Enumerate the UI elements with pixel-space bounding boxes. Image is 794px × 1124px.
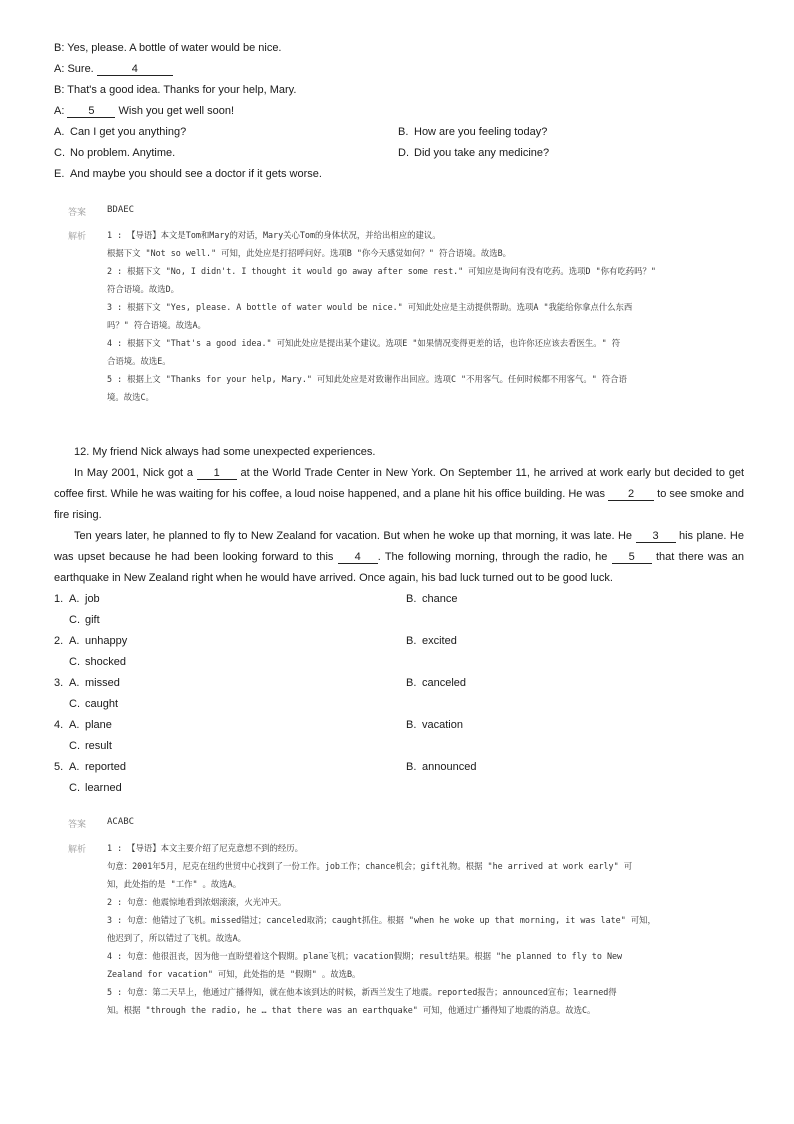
passage-text: at the World Trade Center in New York. On September 11, he arrived at work early but decided to get coffee first. While he was waiting for his coffee, a loud noise happened, and a plane hit his office building. He was [54, 467, 744, 500]
analysis-line: 符合语境。故选D。 [107, 284, 180, 294]
option-row[interactable] [54, 593, 100, 605]
option-row[interactable] [69, 614, 100, 626]
analysis-line: 2 : 句意：他震惊地看到浓烟滚滚，火光冲天。 [107, 897, 287, 907]
option-text: canceled [422, 677, 467, 689]
option-b[interactable] [398, 126, 547, 138]
item-number: 3. [54, 677, 64, 689]
option-text: Did you take any medicine? [414, 147, 550, 159]
option-letter: A. [69, 635, 80, 647]
option-letter: B. [406, 761, 417, 773]
option-row[interactable] [54, 635, 127, 647]
option-row[interactable] [54, 761, 126, 773]
analysis-line: 5 : 句意：第二天早上，他通过广播得知，就在他本该到达的时候，新西兰发生了地震。reported报告；announced宣布；learned得 [107, 987, 617, 997]
answer-value: BDAEC [107, 205, 135, 215]
option-row[interactable] [69, 698, 118, 710]
option-letter: A. [69, 593, 80, 605]
item-number: 1. [54, 593, 64, 605]
analysis-line: 4 : 根据下文 "That's a good idea." 可知此处应是提出某个建议。选项E "如果情况变得更差的话，也许你还应该去看医生。" 符 [107, 338, 621, 348]
passage-text: that there was an earthquake in New Zealand right when he would have arrived. Once again, his bad luck turned out to be good luck. [54, 551, 744, 584]
answer-blank[interactable]: 2 [608, 488, 654, 501]
dialogue-line: B: Yes, please. A bottle of water would be nice. [54, 42, 282, 54]
option-text: announced [422, 761, 477, 773]
option-letter: C. [69, 656, 80, 668]
option-row[interactable] [406, 761, 476, 773]
option-row[interactable] [406, 677, 466, 689]
analysis-line: 句意：2001年5月，尼克在纽约世贸中心找到了一份工作。job工作；chance机会；gift礼物。根据 "he arrived at work early" 可 [107, 861, 633, 871]
analysis-line: 1 : 【导语】本文主要介绍了尼克意想不到的经历。 [107, 843, 304, 853]
item-number: 4. [54, 719, 64, 731]
analysis-line: 1 : 【导语】本文是Tom和Mary的对话，Mary关心Tom的身体状况，并给出相应的建议。 [107, 230, 441, 240]
option-letter: A. [69, 719, 80, 731]
dialogue-line: B: That's a good idea. Thanks for your help, Mary. [54, 84, 297, 96]
dialogue-text: A: Sure. [54, 63, 97, 75]
analysis-line: 合语境。故选E。 [107, 356, 171, 366]
answer-blank[interactable]: 5 [67, 105, 115, 118]
option-row[interactable] [69, 656, 126, 668]
passage-text: his plane. He was upset because he had been looking forward to this [54, 530, 744, 563]
analysis-line: 4 : 句意：他很沮丧，因为他一直盼望着这个假期。plane飞机；vacation假期；result结果。根据 "he planned to fly to New [107, 951, 623, 961]
dialogue-line [54, 105, 234, 118]
option-c[interactable] [54, 147, 175, 159]
analysis-block [107, 839, 721, 1019]
option-text: result [85, 740, 112, 752]
item-number: 2. [54, 635, 64, 647]
answer-label: 答案 [68, 208, 87, 218]
answer-blank[interactable]: 5 [612, 551, 652, 564]
item-number: 5. [54, 761, 64, 773]
option-text: How are you feeling today? [414, 126, 548, 138]
option-text: job [85, 593, 100, 605]
option-text: plane [85, 719, 112, 731]
analysis-line: 他迟到了，所以错过了飞机。故选A。 [107, 933, 247, 943]
analysis-line: 3 : 句意：他错过了飞机。missed错过；canceled取消；caught抓住。根据 "when he woke up that morning, it was late" 可知， [107, 915, 656, 925]
analysis-line: 吗？" 符合语境。故选A。 [107, 320, 206, 330]
analysis-line: 5 : 根据上文 "Thanks for your help, Mary." 可知此处应是对致谢作出回应。选项C "不用客气。任何时候都不用客气。" 符合语 [107, 374, 627, 384]
option-letter: B. [406, 593, 417, 605]
answer-blank[interactable]: 3 [636, 530, 676, 543]
option-text: unhappy [85, 635, 128, 647]
answer-blank[interactable]: 4 [97, 63, 173, 76]
option-letter: C. [69, 740, 80, 752]
option-letter: A. [69, 761, 80, 773]
passage-text: In May 2001, Nick got a [74, 467, 197, 479]
dialogue-text: Wish you get well soon! [115, 105, 235, 117]
analysis-line: 知，此处指的是 "工作" 。故选A。 [107, 879, 242, 889]
dialogue-text: A: [54, 105, 68, 117]
option-row[interactable] [54, 677, 120, 689]
option-text: excited [422, 635, 457, 647]
option-text: vacation [422, 719, 463, 731]
answer-label: 答案 [68, 820, 87, 830]
analysis-line: Zealand for vacation" 可知，此处指的是 "假期" 。故选B。 [107, 969, 361, 979]
option-text: Can I get you anything? [70, 126, 187, 138]
answer-blank[interactable]: 1 [197, 467, 237, 480]
analysis-block [107, 226, 721, 406]
option-letter: B. [406, 719, 417, 731]
dialogue-line [54, 63, 173, 76]
question-title: 12. My friend Nick always had some unexpected experiences. [74, 446, 376, 458]
answer-blank[interactable]: 4 [338, 551, 378, 564]
analysis-label: 解析 [68, 845, 87, 855]
analysis-line: 知。根据 "through the radio, he … that there was an earthquake" 可知，他通过广播得知了地震的消息。故选C。 [107, 1005, 596, 1015]
option-letter: E. [54, 168, 65, 180]
option-letter: D. [398, 147, 409, 159]
passage-text: . The following morning, through the radio, he [377, 551, 612, 563]
option-row[interactable] [406, 635, 457, 647]
option-text: And maybe you should see a doctor if it gets worse. [70, 168, 322, 180]
analysis-line: 境。故选C。 [107, 392, 154, 402]
option-text: chance [422, 593, 458, 605]
option-text: reported [85, 761, 126, 773]
passage-text: Ten years later, he planned to fly to New Zealand for vacation. But when he woke up that morning, it was late. He [74, 530, 636, 542]
option-row[interactable] [54, 719, 112, 731]
option-letter: C. [69, 782, 80, 794]
option-row[interactable] [69, 740, 112, 752]
option-letter: C. [54, 147, 65, 159]
option-row[interactable] [406, 719, 463, 731]
passage-paragraph [54, 463, 744, 526]
option-letter: C. [69, 698, 80, 710]
passage-text: to see smoke and fire rising. [54, 488, 744, 521]
passage-paragraph [54, 526, 744, 589]
option-letter: B. [398, 126, 409, 138]
option-d[interactable] [398, 147, 549, 159]
option-e[interactable] [54, 168, 322, 180]
option-text: missed [85, 677, 120, 689]
option-text: No problem. Anytime. [70, 147, 176, 159]
option-letter: C. [69, 614, 80, 626]
option-a[interactable] [54, 126, 186, 138]
option-text: learned [85, 782, 122, 794]
analysis-line: 2 : 根据下文 "No, I didn't. I thought it would go away after some rest." 可知应是询问有没有吃药。选项D "你有吃药吗？" [107, 266, 656, 276]
option-row[interactable] [69, 782, 122, 794]
analysis-line: 根据下文 "Not so well." 可知，此处应是打招呼问好。选项B "你今天感觉如何？" 符合语境。故选B。 [107, 248, 512, 258]
option-text: gift [85, 614, 100, 626]
answer-value: ACABC [107, 817, 135, 827]
option-letter: B. [406, 677, 417, 689]
option-letter: B. [406, 635, 417, 647]
option-letter: A. [69, 677, 80, 689]
analysis-label: 解析 [68, 232, 87, 242]
option-text: caught [85, 698, 119, 710]
option-text: shocked [85, 656, 126, 668]
option-row[interactable] [406, 593, 457, 605]
analysis-line: 3 : 根据下文 "Yes, please. A bottle of water would be nice." 可知此处应是主动提供帮助。选项A "我能给你拿点什么东西 [107, 302, 633, 312]
option-letter: A. [54, 126, 65, 138]
